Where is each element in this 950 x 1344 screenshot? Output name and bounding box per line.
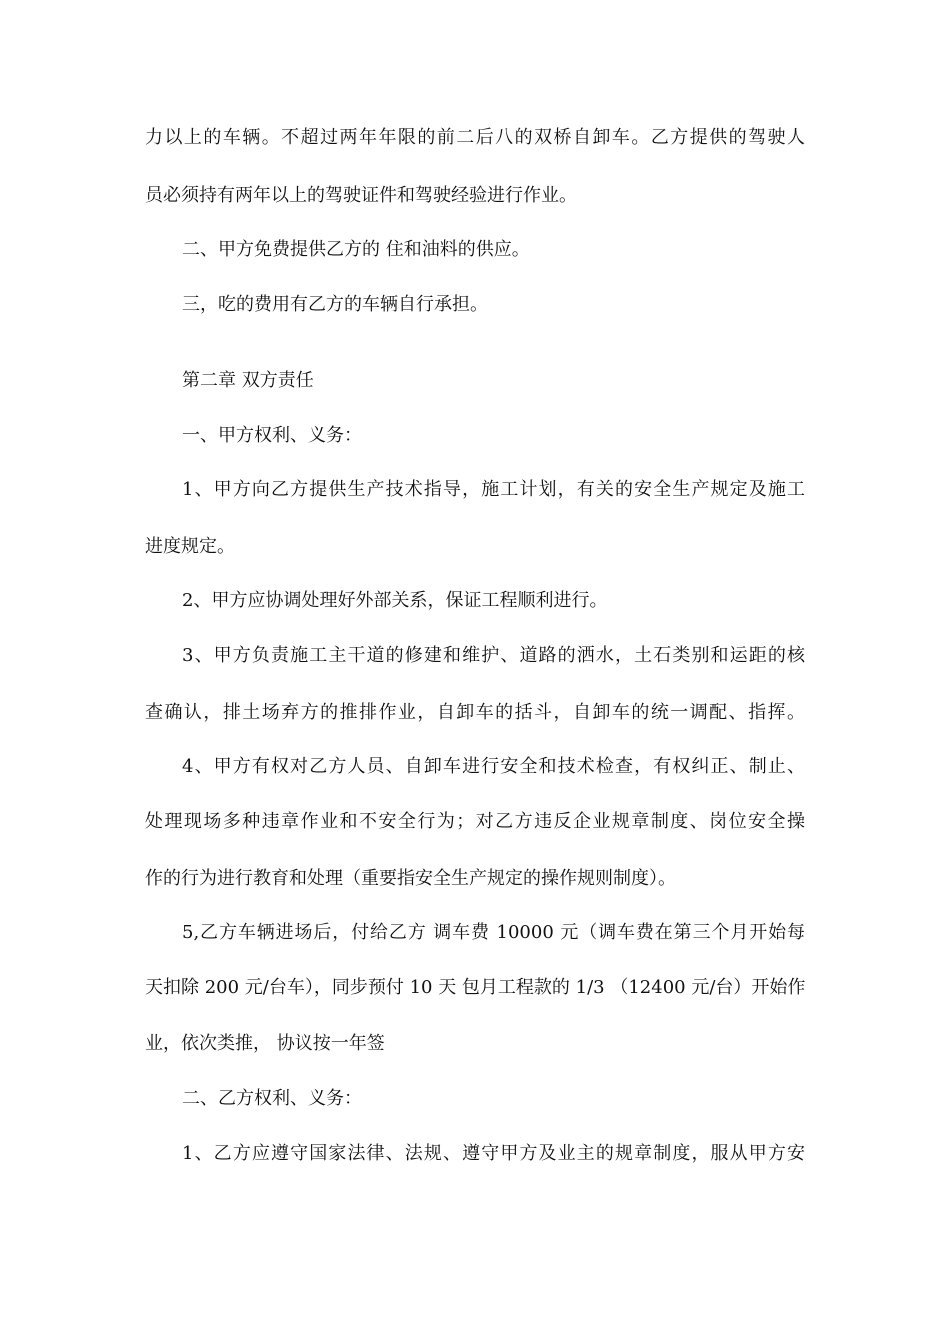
text-line [0,420,950,452]
text-line-content: 作的行为进行教育和处理（重要指安全生产规定的操作规则制度）。 [145,868,676,889]
text-line-content: 进度规定。 [145,536,235,557]
text-line-content: 力以上的车辆。不超过两年年限的前二后八的双桥自卸车。乙方提供的驾驶人 [145,127,805,148]
text-line [0,917,950,949]
text-line [0,474,950,506]
text-line [0,180,950,212]
text-line [0,585,950,617]
text-line-content: 查确认，排土场弃方的推排作业，自卸车的括斗，自卸车的统一调配、指挥。 [145,702,805,723]
text-line-content: 三，吃的费用有乙方的车辆自行承担。 [182,294,488,315]
text-line-content: 1、乙方应遵守国家法律、法规、遵守甲方及业主的规章制度，服从甲方安 [182,1143,805,1164]
text-line-content: 处理现场多种违章作业和不安全行为；对乙方违反企业规章制度、岗位安全操 [145,811,805,832]
text-line [0,972,950,1004]
text-line [0,122,950,154]
text-line-content: 二、乙方权利、义务： [182,1088,362,1109]
text-line [0,863,950,895]
text-line-content: 1、甲方向乙方提供生产技术指导，施工计划，有关的安全生产规定及施工 [182,479,805,500]
text-line-content: 员必须持有两年以上的驾驶证件和驾驶经验进行作业。 [145,185,577,206]
text-line-content: 天扣除 200 元/台车），同步预付 10 天 包月工程款的 1/3 （12400 元/台）开始作 [145,977,806,998]
text-line-content: 3、甲方负责施工主干道的修建和维护、道路的洒水，土石类别和运距的核 [182,645,805,666]
text-line [0,751,950,783]
text-line [0,640,950,672]
text-line-content: 2、甲方应协调处理好外部关系，保证工程顺利进行。 [182,590,608,611]
text-line [0,1028,950,1060]
text-line [0,1138,950,1170]
text-line-content: 第二章 双方责任 [182,370,314,391]
text-line [0,365,950,397]
text-line [0,531,950,563]
text-line-content: 业，依次类推， 协议按一年签 [145,1033,385,1054]
text-line-content: 5,乙方车辆进场后，付给乙方 调车费 10000 元（调车费在第三个月开始每 [182,922,805,943]
text-line-content: 二、甲方免费提供乙方的 住和油料的供应。 [182,239,530,260]
text-line [0,234,950,266]
text-line [0,289,950,321]
text-line-content: 4、甲方有权对乙方人员、自卸车进行安全和技术检查，有权纠正、制止、 [182,756,805,777]
text-line-content: 一、甲方权利、义务： [182,425,362,446]
text-line [0,1083,950,1115]
text-line [0,697,950,729]
text-line [0,806,950,838]
